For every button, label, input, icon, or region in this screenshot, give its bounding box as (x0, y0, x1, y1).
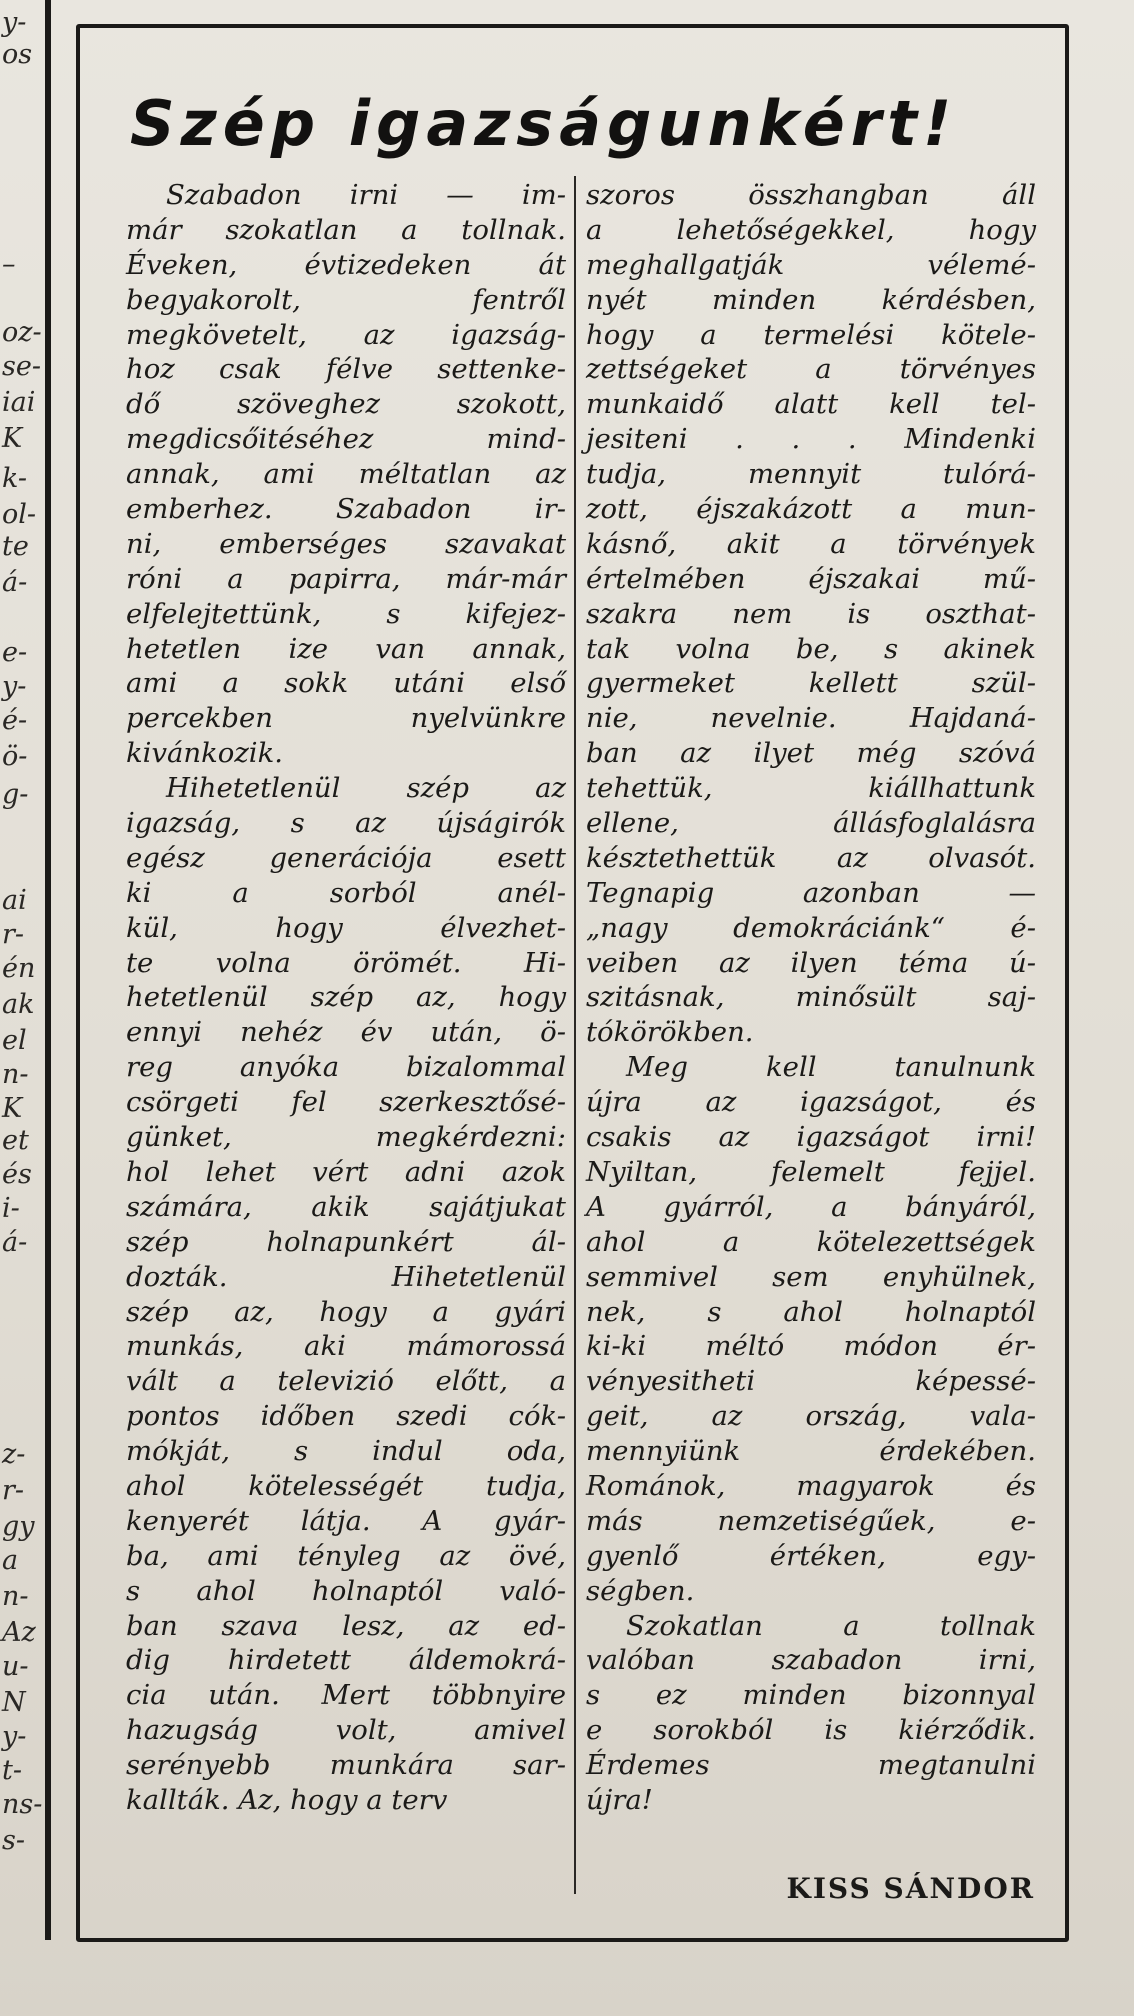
text-line: szitásnak, minősült saj- (586, 981, 1036, 1014)
text-line: Hihetetlenül szép az (166, 772, 566, 805)
adjacent-text-fragment: és (2, 1159, 32, 1190)
text-line: zott, éjszakázott a mun- (586, 493, 1036, 526)
text-line: reg anyóka bizalommal (126, 1051, 566, 1084)
text-line: szakra nem is oszthat- (586, 597, 1036, 630)
text-line: s ahol holnaptól való- (126, 1574, 566, 1607)
text-line: Nyiltan, felemelt fejjel. (586, 1155, 1036, 1188)
text-line: emberhez. Szabadon ir- (126, 493, 566, 526)
adjacent-text-fragment: y- (2, 7, 27, 38)
adjacent-text-fragment: K (2, 423, 23, 454)
text-line: munkaidő alatt kell tel- (586, 388, 1036, 421)
adjacent-text-fragment: ak (2, 989, 35, 1020)
text-line: csakis az igazságot irni! (586, 1121, 1036, 1154)
adjacent-text-fragment: z- (2, 1439, 26, 1470)
adjacent-text-fragment: Az (2, 1617, 36, 1648)
text-line: ban szava lesz, az ed- (126, 1609, 566, 1642)
adjacent-text-fragment: é- (2, 705, 28, 736)
text-line: már szokatlan a tollnak. (126, 213, 566, 246)
text-line: szoros összhangban áll (586, 179, 1036, 211)
text-line: kül, hogy élvezhet- (126, 911, 566, 944)
text-line: értelmében éjszakai mű- (586, 562, 1036, 595)
text-line: veiben az ilyen téma ú- (586, 946, 1036, 979)
text-line: róni a papirra, már-már (126, 562, 566, 595)
text-line: igazság, s az újságirók (126, 807, 566, 840)
text-line: dozták. Hihetetlenül (126, 1260, 566, 1293)
text-line: kallták. Az, hogy a terv (126, 1783, 448, 1816)
text-line: serényebb munkára sar- (126, 1749, 566, 1782)
text-line: begyakorolt, fentről (126, 283, 566, 316)
text-line: mókját, s indul oda, (126, 1435, 566, 1468)
text-line: tak volna be, s akinek (586, 632, 1036, 665)
text-line: e sorokból is kiérződik. (586, 1714, 1036, 1747)
text-line: Szabadon irni — im- (166, 179, 566, 211)
text-line: zettségeket a törvényes (586, 353, 1036, 386)
text-line: annak, ami méltatlan az (126, 458, 566, 491)
text-line: dig hirdetett áldemokrá- (126, 1644, 566, 1677)
text-line: Tegnapig azonban — (586, 876, 1036, 909)
adjacent-text-fragment: k- (2, 463, 28, 494)
adjacent-text-fragment: oz- (2, 317, 42, 348)
text-line: elfelejtettünk, s kifejez- (126, 597, 566, 630)
text-line: nyét minden kérdésben, (586, 283, 1036, 316)
text-line: hogy a termelési kötele- (586, 318, 1036, 351)
text-line: ennyi nehéz év után, ö- (126, 1016, 566, 1049)
article-headline: Szép igazságunkért! (130, 87, 958, 160)
text-line: ba, ami tényleg az övé, (126, 1539, 566, 1572)
adjacent-text-fragment: iai (2, 387, 36, 418)
adjacent-text-fragment: el (2, 1025, 27, 1056)
text-line: meghallgatják vélemé- (586, 248, 1036, 281)
text-line: ellene, állásfoglalásra (586, 807, 1036, 840)
adjacent-text-fragment: u- (2, 1651, 29, 1682)
text-line: A gyárról, a bányáról, (586, 1190, 1036, 1223)
text-line: újra! (586, 1783, 653, 1816)
adjacent-text-fragment: r- (2, 919, 25, 950)
text-line: a lehetőségekkel, hogy (586, 213, 1036, 246)
adjacent-text-fragment: os (2, 39, 33, 70)
text-line: ahol a kötelezettségek (586, 1225, 1036, 1258)
text-line: ban az ilyet még szóvá (586, 737, 1036, 770)
text-line: tehettük, kiállhattunk (586, 772, 1036, 805)
text-line: szép holnapunkért ál- (126, 1225, 566, 1258)
text-line: ahol kötelességét tudja, (126, 1469, 566, 1502)
text-line: Érdemes megtanulni (586, 1749, 1036, 1782)
text-line: munkás, aki mámorossá (126, 1330, 566, 1363)
adjacent-text-fragment: t- (2, 1755, 22, 1786)
adjacent-text-fragment: n- (2, 1059, 29, 1090)
text-line: szép az, hogy a gyári (126, 1295, 566, 1328)
text-line: nie, nevelnie. Hajdaná- (586, 702, 1036, 735)
adjacent-text-fragment: én (2, 953, 36, 984)
adjacent-text-fragment: – (2, 249, 16, 280)
text-line: cia után. Mert többnyire (126, 1679, 566, 1712)
text-line: percekben nyelvünkre (126, 702, 566, 735)
text-line: jesiteni . . . Mindenki (586, 423, 1036, 456)
adjacent-text-fragment: y- (2, 1721, 27, 1752)
adjacent-text-fragment: g- (2, 779, 29, 810)
adjacent-text-fragment: s- (2, 1825, 25, 1856)
adjacent-text-fragment: ns- (2, 1789, 43, 1820)
text-line: tókörökben. (586, 1016, 754, 1049)
text-line: Románok, magyarok és (586, 1469, 1036, 1502)
text-line: „nagy demokráciánk“ é- (586, 911, 1036, 944)
adjacent-text-fragment: n- (2, 1581, 29, 1612)
text-line: gyermeket kellett szül- (586, 667, 1036, 700)
adjacent-text-fragment: á- (2, 1227, 28, 1258)
text-line: ami a sokk utáni első (126, 667, 566, 700)
column-divider-rule (45, 0, 51, 1940)
adjacent-text-fragment: e- (2, 637, 28, 668)
adjacent-text-fragment: y- (2, 671, 27, 702)
text-line: kivánkozik. (126, 737, 284, 770)
text-line: s ez minden bizonnyal (586, 1679, 1036, 1712)
text-line: számára, akik sajátjukat (126, 1190, 566, 1223)
text-line: ni, emberséges szavakat (126, 527, 566, 560)
text-line: valóban szabadon irni, (586, 1644, 1036, 1677)
text-line: Éveken, évtizedeken át (126, 248, 566, 281)
text-line: kenyerét látja. A gyár- (126, 1504, 566, 1537)
text-line: késztethettük az olvasót. (586, 841, 1036, 874)
text-line: egész generációja esett (126, 841, 566, 874)
text-line: günket, megkérdezni: (126, 1121, 566, 1154)
adjacent-text-fragment: gy (2, 1511, 35, 1542)
text-line: gyenlő értéken, egy- (586, 1539, 1036, 1572)
text-line: geit, az ország, vala- (586, 1400, 1036, 1433)
text-line: ségben. (586, 1574, 695, 1607)
text-line: hazugság volt, amivel (126, 1714, 566, 1747)
column-separator (574, 176, 576, 1894)
text-line: megdicsőitéséhez mind- (126, 423, 566, 456)
adjacent-text-fragment: ol- (2, 499, 37, 530)
author-signature: KISS SÁNDOR (786, 1872, 1035, 1905)
article-column-left (126, 178, 566, 1818)
text-line: kásnő, akit a törvények (586, 527, 1036, 560)
adjacent-text-fragment: K (2, 1093, 23, 1124)
text-line: nek, s ahol holnaptól (586, 1295, 1036, 1328)
adjacent-text-fragment: á- (2, 567, 28, 598)
text-line: pontos időben szedi cók- (126, 1400, 566, 1433)
adjacent-text-fragment: se- (2, 351, 41, 382)
text-line: csörgeti fel szerkesztősé- (126, 1086, 566, 1119)
text-line: hol lehet vért adni azok (126, 1155, 566, 1188)
text-line: hetetlen ize van annak, (126, 632, 566, 665)
text-line: te volna örömét. Hi- (126, 946, 566, 979)
text-line: vényesitheti képessé- (586, 1365, 1036, 1398)
adjacent-text-fragment: a (2, 1545, 19, 1576)
text-line: ki a sorból anél- (126, 876, 566, 909)
text-line: Meg kell tanulnunk (626, 1051, 1036, 1084)
article-column-right (586, 178, 1036, 1818)
adjacent-text-fragment: r- (2, 1475, 25, 1506)
text-line: semmivel sem enyhülnek, (586, 1260, 1036, 1293)
text-line: Szokatlan a tollnak (626, 1609, 1036, 1642)
text-line: mennyiünk érdekében. (586, 1435, 1036, 1468)
text-line: hetetlenül szép az, hogy (126, 981, 566, 1014)
text-line: újra az igazságot, és (586, 1086, 1036, 1119)
adjacent-text-fragment: te (2, 531, 29, 562)
text-line: vált a televizió előtt, a (126, 1365, 566, 1398)
text-line: hoz csak félve settenke- (126, 353, 566, 386)
text-line: más nemzetiségűek, e- (586, 1504, 1036, 1537)
adjacent-text-fragment: N (2, 1687, 26, 1718)
text-line: ki-ki méltó módon ér- (586, 1330, 1036, 1363)
adjacent-column-fragments (0, 0, 48, 2016)
adjacent-text-fragment: et (2, 1125, 29, 1156)
adjacent-text-fragment: i- (2, 1193, 20, 1224)
text-line: dő szöveghez szokott, (126, 388, 566, 421)
adjacent-text-fragment: ö- (2, 741, 28, 772)
adjacent-text-fragment: ai (2, 885, 27, 916)
text-line: megkövetelt, az igazság- (126, 318, 566, 351)
text-line: tudja, mennyit tulórá- (586, 458, 1036, 491)
